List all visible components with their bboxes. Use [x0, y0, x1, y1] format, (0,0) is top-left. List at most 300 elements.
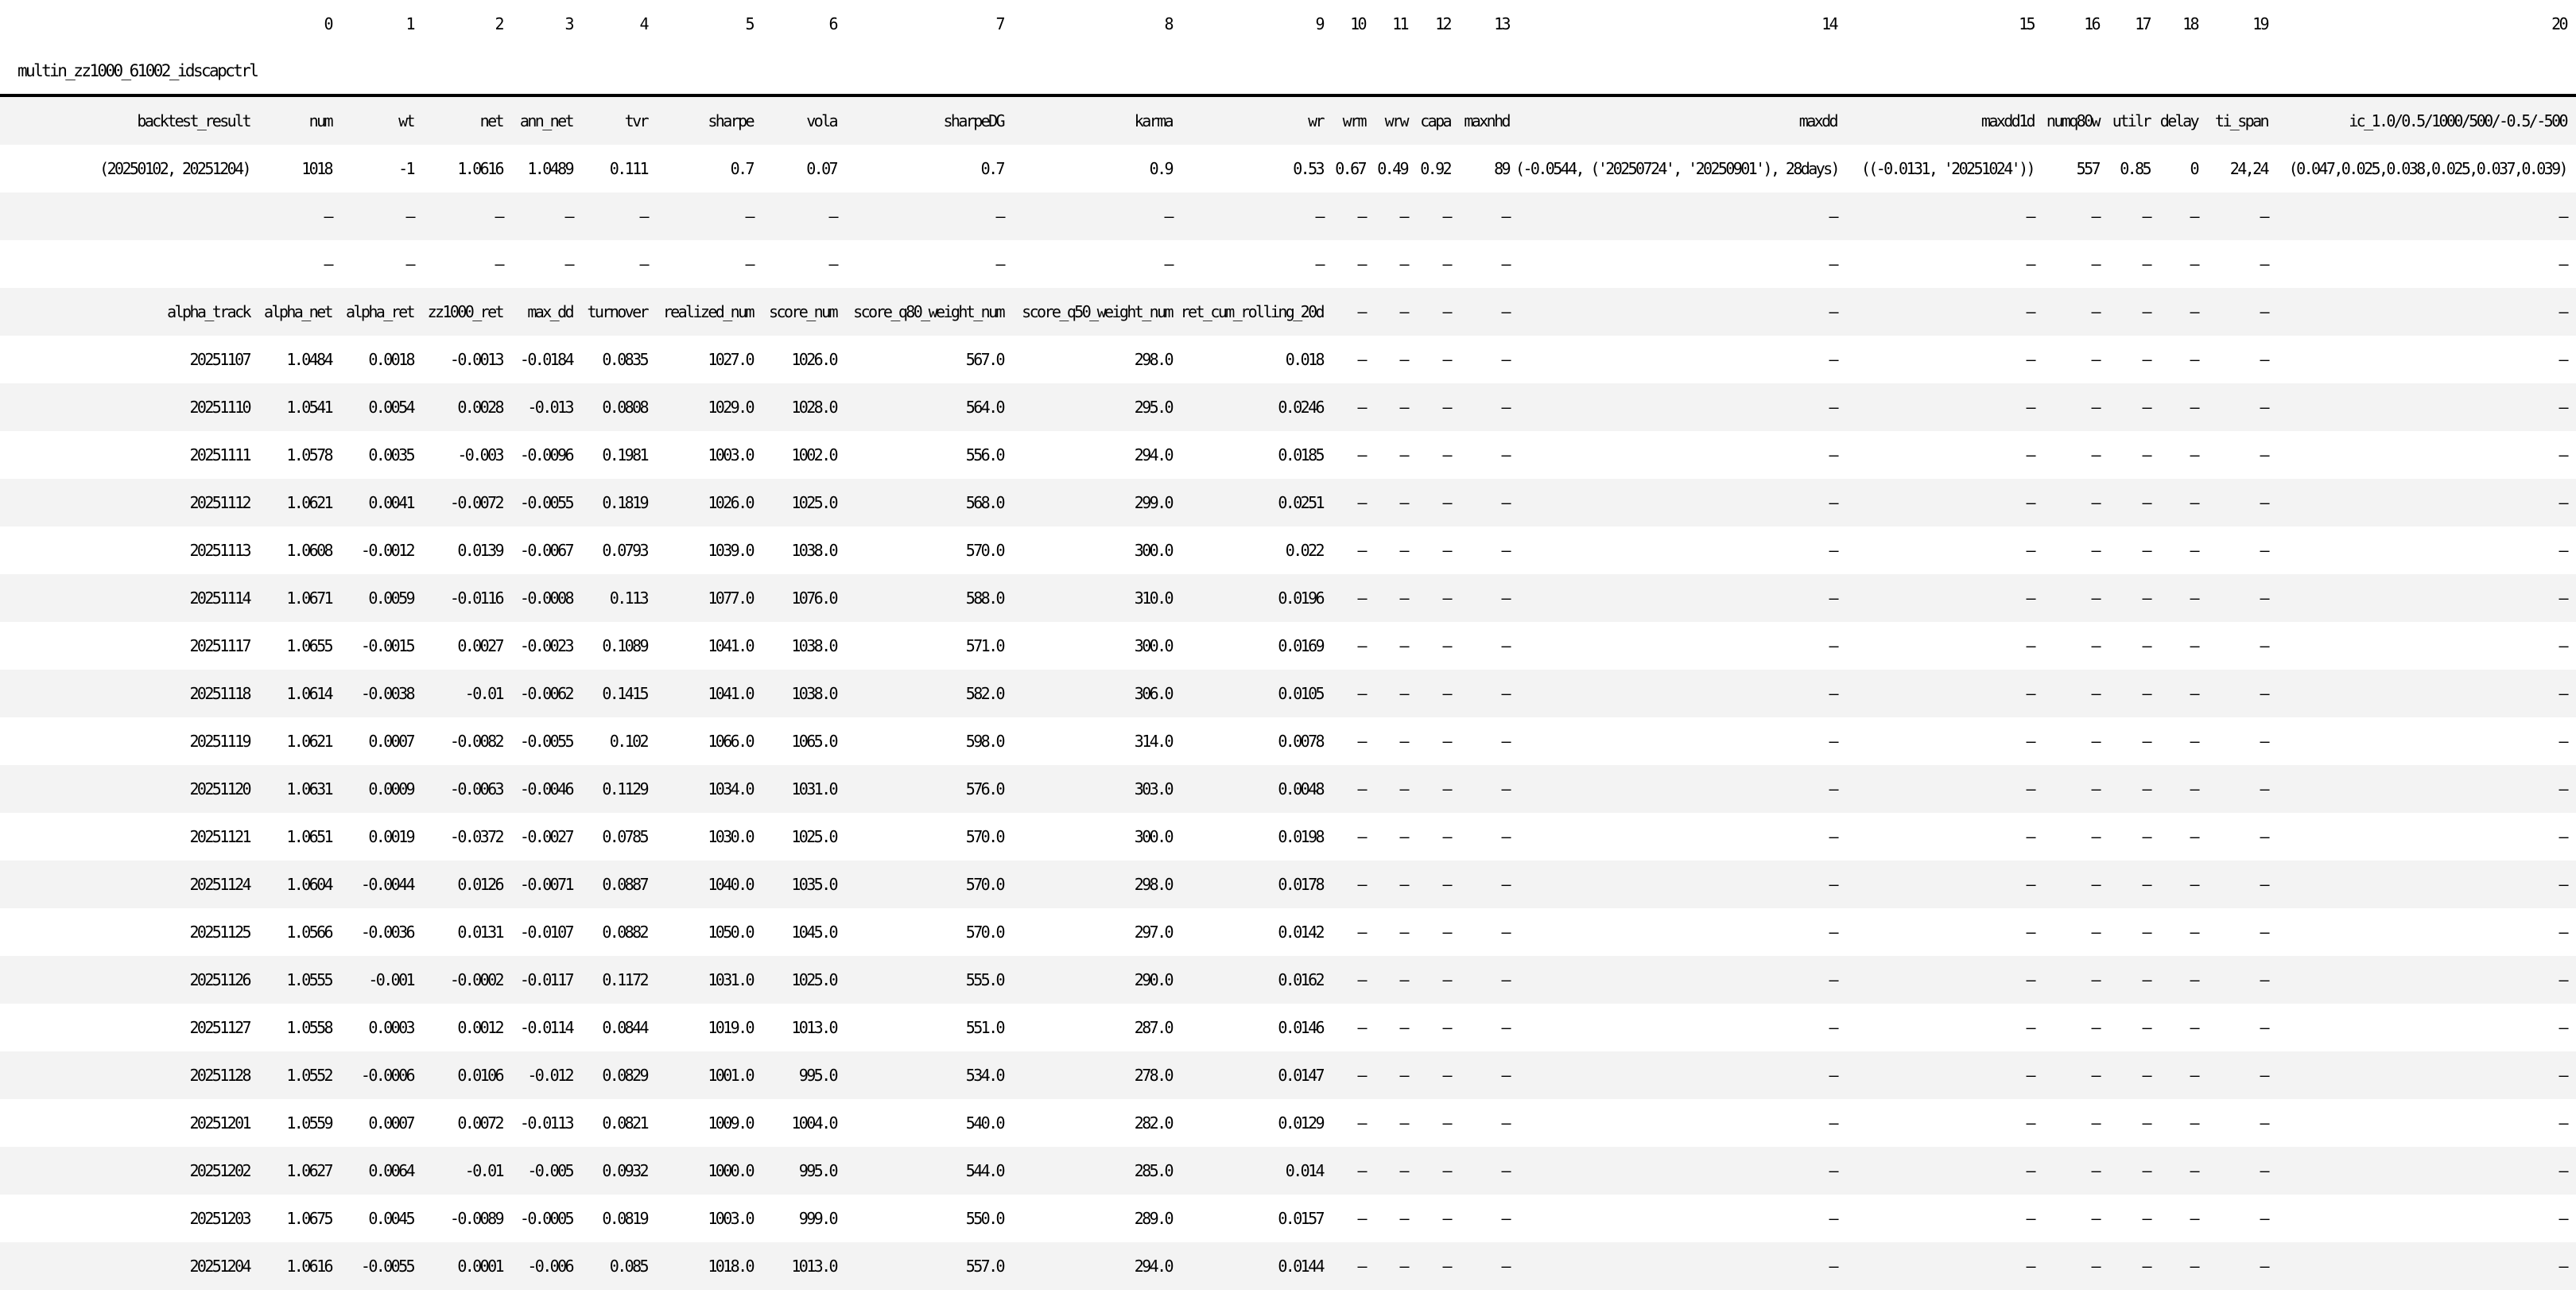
cell: score_q50_weight_num: [1010, 288, 1178, 336]
cell: 0.0019: [338, 813, 420, 861]
cell: -0.0008: [509, 574, 579, 622]
cell: 0.0829: [579, 1051, 654, 1099]
cell: alpha_ret: [338, 288, 420, 336]
cell: 1.0489: [509, 145, 579, 192]
cell: 300.0: [1010, 526, 1178, 574]
cell: —: [1515, 526, 1843, 574]
cell: —: [1457, 431, 1515, 479]
cell: —: [2156, 1242, 2204, 1290]
cell: —: [2274, 240, 2576, 288]
cell: —: [2156, 431, 2204, 479]
cell: 0: [2156, 145, 2204, 192]
cell: ((-0.0131, '20251024')): [1843, 145, 2040, 192]
cell: 1041.0: [654, 670, 759, 717]
cell: —: [2156, 336, 2204, 383]
cell: 8: [1010, 0, 1178, 48]
cell: —: [1414, 288, 1457, 336]
cell: 1.0558: [256, 1004, 338, 1051]
cell: 13: [1457, 0, 1515, 48]
table-row: [0, 479, 2576, 526]
cell: —: [1329, 192, 1371, 240]
cell: —: [2040, 1147, 2105, 1195]
cell: 1003.0: [654, 431, 759, 479]
cell: 0.0142: [1178, 908, 1329, 956]
cell: —: [338, 240, 420, 288]
cell: 1025.0: [759, 956, 843, 1004]
cell: 294.0: [1010, 1242, 1178, 1290]
cell: —: [1414, 813, 1457, 861]
cell: —: [1371, 192, 1414, 240]
cell: —: [2040, 1242, 2105, 1290]
cell: 0.0198: [1178, 813, 1329, 861]
cell: 0.0157: [1178, 1195, 1329, 1242]
cell: —: [1329, 240, 1371, 288]
cell: 0.0007: [338, 1099, 420, 1147]
cell: —: [2204, 288, 2274, 336]
cell: —: [1515, 765, 1843, 813]
cell: —: [1414, 1242, 1457, 1290]
row-label: 20251127: [0, 1004, 256, 1051]
cell: 534.0: [843, 1051, 1010, 1099]
cell: —: [1457, 526, 1515, 574]
cell: —: [1457, 765, 1515, 813]
cell: —: [1414, 383, 1457, 431]
cell: —: [2204, 383, 2274, 431]
cell: —: [1371, 1051, 1414, 1099]
row-label: 20251126: [0, 956, 256, 1004]
cell: 995.0: [759, 1147, 843, 1195]
cell: 1026.0: [654, 479, 759, 526]
cell: —: [2105, 526, 2156, 574]
cell: 0.1819: [579, 479, 654, 526]
cell: —: [2105, 1195, 2156, 1242]
cell: -0.0002: [420, 956, 509, 1004]
cell: ann_net: [509, 95, 579, 145]
row-label: 20251117: [0, 622, 256, 670]
cell: —: [1329, 383, 1371, 431]
cell: —: [1843, 574, 2040, 622]
cell: 1.0616: [256, 1242, 338, 1290]
cell: —: [2156, 622, 2204, 670]
cell: ic_1.0/0.5/1000/500/-0.5/-500: [2274, 95, 2576, 145]
cell: —: [2274, 717, 2576, 765]
cell: —: [1843, 479, 2040, 526]
cell: —: [843, 240, 1010, 288]
cell: -0.01: [420, 670, 509, 717]
cell: —: [2156, 670, 2204, 717]
cell: 298.0: [1010, 336, 1178, 383]
cell: —: [1329, 717, 1371, 765]
cell: 568.0: [843, 479, 1010, 526]
cell: 0.0835: [579, 336, 654, 383]
table-row: [0, 1242, 2576, 1290]
cell: 3: [509, 0, 579, 48]
row-label: backtest_result: [0, 95, 256, 145]
cell: 1.0578: [256, 431, 338, 479]
cell: —: [1371, 479, 1414, 526]
cell: —: [1371, 956, 1414, 1004]
cell: 0.0196: [1178, 574, 1329, 622]
cell: —: [1371, 1147, 1414, 1195]
cell: 1.0651: [256, 813, 338, 861]
cell: —: [2105, 717, 2156, 765]
cell: —: [2105, 670, 2156, 717]
cell: -0.0067: [509, 526, 579, 574]
cell: —: [1414, 1195, 1457, 1242]
cell: —: [1329, 479, 1371, 526]
cell: —: [654, 192, 759, 240]
cell: —: [1515, 288, 1843, 336]
cell: 314.0: [1010, 717, 1178, 765]
cell: 1.0627: [256, 1147, 338, 1195]
cell: 0.85: [2105, 145, 2156, 192]
cell: -0.0114: [509, 1004, 579, 1051]
cell: —: [1843, 908, 2040, 956]
cell: —: [1457, 1147, 1515, 1195]
cell: 0.0144: [1178, 1242, 1329, 1290]
cell: —: [1843, 1195, 2040, 1242]
table-row: [0, 288, 2576, 336]
cell: -0.0046: [509, 765, 579, 813]
cell: 1.0614: [256, 670, 338, 717]
cell: —: [654, 240, 759, 288]
cell: -0.013: [509, 383, 579, 431]
cell: —: [1515, 336, 1843, 383]
cell: —: [1457, 479, 1515, 526]
cell: —: [2274, 908, 2576, 956]
cell: —: [1843, 431, 2040, 479]
cell: 1.0655: [256, 622, 338, 670]
cell: —: [1371, 431, 1414, 479]
cell: numq80w: [2040, 95, 2105, 145]
cell: 1066.0: [654, 717, 759, 765]
cell: 0.53: [1178, 145, 1329, 192]
cell: —: [1457, 383, 1515, 431]
cell: —: [2274, 526, 2576, 574]
cell: —: [1457, 574, 1515, 622]
cell: -1: [338, 145, 420, 192]
cell: —: [1843, 813, 2040, 861]
cell: 550.0: [843, 1195, 1010, 1242]
table-title: multin_zz1000_61002_idscapctrl: [0, 48, 2576, 94]
cell: —: [1329, 1004, 1371, 1051]
cell: wt: [338, 95, 420, 145]
backtest-table: [0, 94, 2576, 1290]
cell: 300.0: [1010, 622, 1178, 670]
cell: 285.0: [1010, 1147, 1178, 1195]
cell: 598.0: [843, 717, 1010, 765]
cell: 1.0552: [256, 1051, 338, 1099]
cell: 0.113: [579, 574, 654, 622]
cell: 1004.0: [759, 1099, 843, 1147]
cell: maxdd: [1515, 95, 1843, 145]
table-row: [0, 813, 2576, 861]
cell: —: [2105, 1051, 2156, 1099]
cell: 1.0566: [256, 908, 338, 956]
cell: -0.0117: [509, 956, 579, 1004]
cell: —: [2204, 336, 2274, 383]
cell: —: [2274, 192, 2576, 240]
cell: —: [1843, 336, 2040, 383]
cell: 567.0: [843, 336, 1010, 383]
cell: —: [2156, 383, 2204, 431]
cell: 1000.0: [654, 1147, 759, 1195]
row-label: 20251107: [0, 336, 256, 383]
cell: 19: [2204, 0, 2274, 48]
cell: 588.0: [843, 574, 1010, 622]
cell: (-0.0544, ('20250724', '20250901'), 28days): [1515, 145, 1843, 192]
cell: 0.0009: [338, 765, 420, 813]
cell: —: [1414, 240, 1457, 288]
cell: —: [1843, 1147, 2040, 1195]
cell: —: [2105, 1242, 2156, 1290]
cell: —: [1515, 956, 1843, 1004]
cell: —: [2040, 383, 2105, 431]
cell: 0.7: [843, 145, 1010, 192]
cell: 0.0887: [579, 861, 654, 908]
cell: 1001.0: [654, 1051, 759, 1099]
row-label: 20251110: [0, 383, 256, 431]
cell: -0.0055: [509, 479, 579, 526]
cell: —: [1515, 383, 1843, 431]
cell: —: [1329, 1242, 1371, 1290]
cell: alpha_net: [256, 288, 338, 336]
cell: —: [1010, 192, 1178, 240]
cell: —: [1843, 192, 2040, 240]
cell: —: [1414, 861, 1457, 908]
cell: —: [2274, 288, 2576, 336]
table-row: [0, 1099, 2576, 1147]
cell: —: [1329, 1051, 1371, 1099]
cell: —: [2156, 240, 2204, 288]
cell: —: [2040, 1004, 2105, 1051]
cell: —: [2156, 717, 2204, 765]
cell: —: [1329, 431, 1371, 479]
cell: —: [2156, 1004, 2204, 1051]
cell: 1065.0: [759, 717, 843, 765]
cell: —: [2156, 526, 2204, 574]
cell: net: [420, 95, 509, 145]
row-label: 20251120: [0, 765, 256, 813]
row-label: [0, 240, 256, 288]
cell: -0.0082: [420, 717, 509, 765]
cell: 24,24: [2204, 145, 2274, 192]
cell: wrw: [1371, 95, 1414, 145]
cell: —: [1515, 240, 1843, 288]
cell: —: [1371, 288, 1414, 336]
cell: —: [2040, 1051, 2105, 1099]
cell: —: [1843, 765, 2040, 813]
cell: —: [2274, 431, 2576, 479]
cell: 551.0: [843, 1004, 1010, 1051]
cell: -0.0372: [420, 813, 509, 861]
cell: karma: [1010, 95, 1178, 145]
cell: 9: [1178, 0, 1329, 48]
cell: —: [1457, 956, 1515, 1004]
cell: —: [1414, 479, 1457, 526]
cell: —: [2156, 765, 2204, 813]
cell: —: [2204, 431, 2274, 479]
cell: —: [2274, 1004, 2576, 1051]
cell: -0.0071: [509, 861, 579, 908]
cell: —: [2040, 526, 2105, 574]
cell: —: [1414, 670, 1457, 717]
cell: —: [1371, 336, 1414, 383]
table-row: [0, 861, 2576, 908]
cell: -0.0006: [338, 1051, 420, 1099]
cell: 576.0: [843, 765, 1010, 813]
cell: 0.9: [1010, 145, 1178, 192]
cell: 1045.0: [759, 908, 843, 956]
cell: —: [1457, 1004, 1515, 1051]
cell: -0.0036: [338, 908, 420, 956]
table-row: [0, 574, 2576, 622]
row-label: 20251118: [0, 670, 256, 717]
cell: —: [2105, 1147, 2156, 1195]
cell: —: [1329, 908, 1371, 956]
cell: 89: [1457, 145, 1515, 192]
cell: —: [2105, 813, 2156, 861]
cell: 18: [2156, 0, 2204, 48]
cell: —: [2204, 813, 2274, 861]
cell: 1.0559: [256, 1099, 338, 1147]
cell: —: [2274, 622, 2576, 670]
cell: —: [2040, 813, 2105, 861]
cell: 540.0: [843, 1099, 1010, 1147]
cell: 0.1981: [579, 431, 654, 479]
cell: —: [1329, 526, 1371, 574]
cell: 570.0: [843, 861, 1010, 908]
cell: -0.0063: [420, 765, 509, 813]
cell: —: [2274, 813, 2576, 861]
cell: 1: [338, 0, 420, 48]
row-label: 20251113: [0, 526, 256, 574]
cell: 0.0126: [420, 861, 509, 908]
cell: 0.0139: [420, 526, 509, 574]
cell: 0.1129: [579, 765, 654, 813]
cell: 0.0072: [420, 1099, 509, 1147]
cell: —: [2204, 192, 2274, 240]
cell: —: [1515, 479, 1843, 526]
cell: —: [2040, 336, 2105, 383]
row-label: [0, 192, 256, 240]
table-row: [0, 336, 2576, 383]
cell: —: [1414, 192, 1457, 240]
cell: —: [2204, 574, 2274, 622]
cell: 0.0162: [1178, 956, 1329, 1004]
cell: 1040.0: [654, 861, 759, 908]
cell: —: [2274, 956, 2576, 1004]
cell: —: [2274, 1195, 2576, 1242]
cell: —: [1457, 192, 1515, 240]
cell: —: [579, 240, 654, 288]
cell: 289.0: [1010, 1195, 1178, 1242]
cell: —: [2204, 765, 2274, 813]
cell: 0.0106: [420, 1051, 509, 1099]
cell: vola: [759, 95, 843, 145]
cell: —: [1414, 574, 1457, 622]
cell: —: [2105, 765, 2156, 813]
cell: —: [509, 240, 579, 288]
cell: —: [1515, 813, 1843, 861]
cell: 0: [256, 0, 338, 48]
cell: —: [2040, 717, 2105, 765]
cell: —: [1329, 813, 1371, 861]
cell: —: [1371, 908, 1414, 956]
cell: 0.0146: [1178, 1004, 1329, 1051]
cell: —: [1457, 1051, 1515, 1099]
cell: -0.0072: [420, 479, 509, 526]
cell: 0.0932: [579, 1147, 654, 1195]
cell: -0.012: [509, 1051, 579, 1099]
cell: —: [1457, 670, 1515, 717]
cell: 2: [420, 0, 509, 48]
cell: 999.0: [759, 1195, 843, 1242]
cell: 1018: [256, 145, 338, 192]
cell: —: [2156, 479, 2204, 526]
cell: 4: [579, 0, 654, 48]
cell: —: [2105, 240, 2156, 288]
cell: —: [1515, 1099, 1843, 1147]
cell: 1.0621: [256, 717, 338, 765]
cell: 1.0621: [256, 479, 338, 526]
table-row: [0, 1147, 2576, 1195]
cell: —: [2204, 1147, 2274, 1195]
cell: —: [2274, 670, 2576, 717]
cell: -0.01: [420, 1147, 509, 1195]
cell: —: [1457, 240, 1515, 288]
cell: 0.7: [654, 145, 759, 192]
cell: —: [2105, 1099, 2156, 1147]
cell: —: [2274, 861, 2576, 908]
cell: 0.1172: [579, 956, 654, 1004]
cell: 570.0: [843, 526, 1010, 574]
cell: -0.0096: [509, 431, 579, 479]
cell: —: [338, 192, 420, 240]
cell: —: [1515, 574, 1843, 622]
cell: —: [2105, 574, 2156, 622]
cell: —: [256, 240, 338, 288]
cell: 1050.0: [654, 908, 759, 956]
row-label: 20251112: [0, 479, 256, 526]
cell: —: [1329, 288, 1371, 336]
cell: -0.006: [509, 1242, 579, 1290]
cell: 298.0: [1010, 861, 1178, 908]
cell: 6: [759, 0, 843, 48]
cell: 0.67: [1329, 145, 1371, 192]
cell: 0.0808: [579, 383, 654, 431]
cell: -0.0062: [509, 670, 579, 717]
cell: 0.0078: [1178, 717, 1329, 765]
cell: —: [2156, 1051, 2204, 1099]
cell: —: [2204, 1242, 2274, 1290]
cell: 20: [2274, 0, 2576, 48]
cell: —: [2156, 813, 2204, 861]
cell: —: [2040, 192, 2105, 240]
cell: —: [2204, 526, 2274, 574]
cell: —: [1843, 1051, 2040, 1099]
cell: 1038.0: [759, 622, 843, 670]
cell: 16: [2040, 0, 2105, 48]
cell: —: [1843, 240, 2040, 288]
cell: —: [1843, 288, 2040, 336]
cell: —: [1414, 717, 1457, 765]
cell: zz1000_ret: [420, 288, 509, 336]
cell: —: [1843, 670, 2040, 717]
cell: 582.0: [843, 670, 1010, 717]
cell: —: [1457, 717, 1515, 765]
cell: 557.0: [843, 1242, 1010, 1290]
